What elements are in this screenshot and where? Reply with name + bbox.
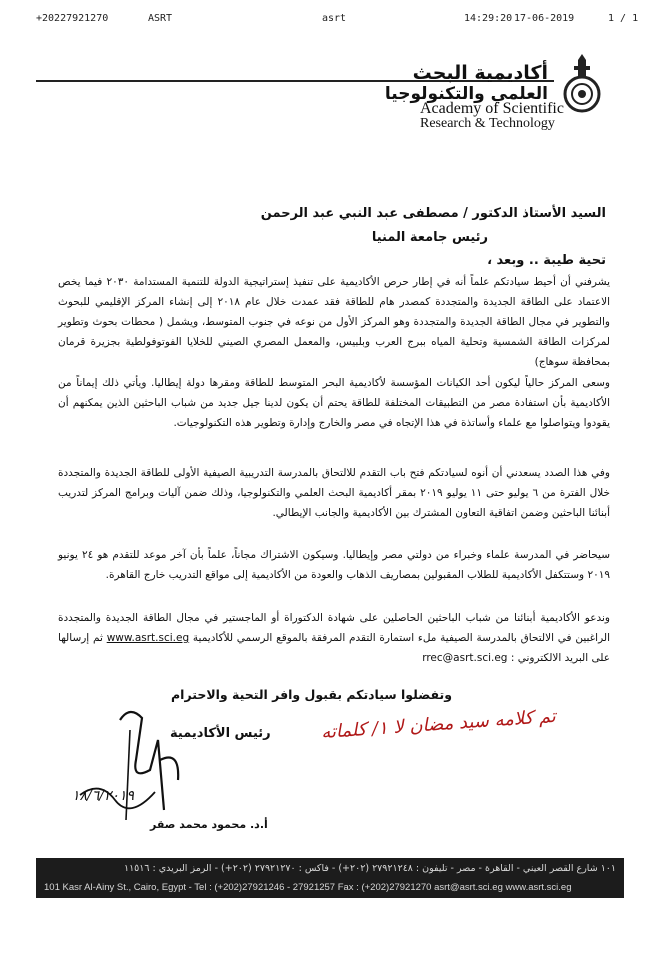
body-paragraph-5-text: وندعو الأكاديمية أبنائنا من شباب الباحثين الحاصلين على شهادة الدكتوراة أو الماجستير في مجال الطاقة الجديدة والمتجددة الراغبين في الالتحاق بالمدرسة الصيفية ملء استمارة التقدم المرفقة بالموقع الرسمي للأكاديمية	[58, 612, 610, 644]
academy-emblem-icon	[560, 54, 604, 118]
fax-date: 17-06-2019	[514, 13, 575, 24]
letterhead-arabic-line2: العلمي والتكنولوجيا	[384, 84, 548, 104]
footer-bar	[36, 858, 624, 898]
body-paragraph-2: وسعى المركز حالياً ليكون أحد الكيانات المؤسسة لأكاديمية البحر المتوسط للطاقة ومقرها دولة إيطاليا. ويأتي ذلك إيماناً من الأكاديمية بأن استفادة مصر من التطبيقات المختلفة للطاقة يحتم أن يكون لدينا جيل جديد من شباب الباحثين الذين يمكنهم أن يقودوا ويتواصلوا مع علماء وأساتذة في هذا الإتجاه في مصر والخارج وإدارة وتطوير هذه التكنولوجيات.	[58, 377, 610, 429]
signature-name: أ.د. محمود محمد صقر	[150, 818, 268, 831]
email-intro: ثم إرسالها على البريد الالكتروني :	[58, 632, 610, 664]
letterhead-arabic-line1: أكاديمية البحث	[412, 62, 548, 84]
handwritten-date: ١٨/٦/٢٠١٩	[72, 788, 135, 804]
body-paragraph-3: وفي هذا الصدد يسعدني أن أنوه لسيادتكم فتح باب التقدم للالتحاق بالمدرسة التدريبية الصيفية الأولى للطاقة الجديدة والمتجددة خلال الفترة من ٦ يوليو حتى ١١ يوليو ٢٠١٩ بمقر أكاديمية البحث العلمي والتكنولوجيا، وذلك ضمن آليات وبرامج المركز لتدريب أبنائنا الباحثين وضمن اتفاقية التعاون المشترك بين الأكاديمية والجانب الإيطالي.	[58, 467, 610, 519]
handwritten-note: تم كلامه سيد مضان لا ١/ كلماته	[320, 705, 557, 744]
fax-time: 14:29:20	[464, 13, 513, 24]
fax-phone: +20227921270	[36, 13, 109, 24]
fax-page: 1 / 1	[608, 13, 639, 24]
letterhead-english-line2: Research & Technology	[420, 116, 555, 131]
letterhead-english-line1: Academy of Scientific	[420, 100, 564, 117]
addressee-name: السيد الأستاذ الدكتور / مصطفى عبد النبي عبد الرحمن	[260, 206, 606, 221]
footer-arabic-address: ١٠١ شارع القصر العيني - القاهرة - مصر - تليفون : ٢٧٩٢١٢٤٨ (٢٠٢+) - فاكس : ٢٧٩٢١٢٧٠ (٢٠٢+) - الرمز البريدي : ١١٥١٦	[123, 863, 616, 874]
website-link[interactable]: www.asrt.sci.eg	[106, 632, 190, 644]
email-link[interactable]: rrec@asrt.sci.eg	[422, 652, 508, 664]
fax-sender: ASRT	[148, 13, 173, 24]
closing-line: وتفضلوا سيادتكم بقبول وافر التحية والاحترام	[171, 687, 452, 702]
body-paragraph-4: سيحاضر في المدرسة علماء وخبراء من دولتي مصر وإيطاليا. وسيكون الاشتراك مجاناً، علماً بأن آخر موعد للتقدم هو ٢٤ يونيو ٢٠١٩ وستتكفل الأكاديمية للطلاب المقبولين بمصاريف الذهاب والعودة من الأكاديمية إلى مواقع التدريب خارج القاهرة.	[58, 549, 610, 581]
addressee-title: رئيس جامعة المنيا	[371, 230, 488, 245]
body-paragraph-5	[58, 608, 610, 668]
signature-title: رئيس الأكاديمية	[170, 726, 271, 741]
fax-id: asrt	[322, 13, 347, 24]
body-paragraph-1: يشرفني أن أحيط سيادتكم علماً أنه في إطار حرص الأكاديمية على تنفيذ إستراتيجية الدولة للتنمية المستدامة ٢٠٣٠ فيما يخص الاعتماد على الطاقة الجديدة والمتجددة كمصدر هام للطاقة فقد عمدت خلال عام ٢٠١٨ إلى إنشاء المركز الإقليمي للبحوث والتطوير في مجال الطاقة الجديدة والمتجددة وهو المركز الأول من نوعه في جنوب المتوسط، ويشمل ( محطات بحوث وتطوير لمركزات الطاقة الشمسية وتحلية المياه ببرج العرب وبلبيس، والمعمل المصري الصيني للخلايا الفوتوفولطية بجزيرة قرمان بمحافظة سوهاج)	[58, 276, 610, 368]
footer-english-address: 101 Kasr Al-Ainy St., Cairo, Egypt - Tel : (+202)27921246 - 27921257 Fax : (+202)27921270 asrt@asrt.sci.eg www.asrt.sci.eg	[44, 882, 572, 893]
handwritten-signature-icon	[60, 700, 200, 830]
greeting: تحية طيبة .. وبعد ،	[487, 253, 606, 268]
